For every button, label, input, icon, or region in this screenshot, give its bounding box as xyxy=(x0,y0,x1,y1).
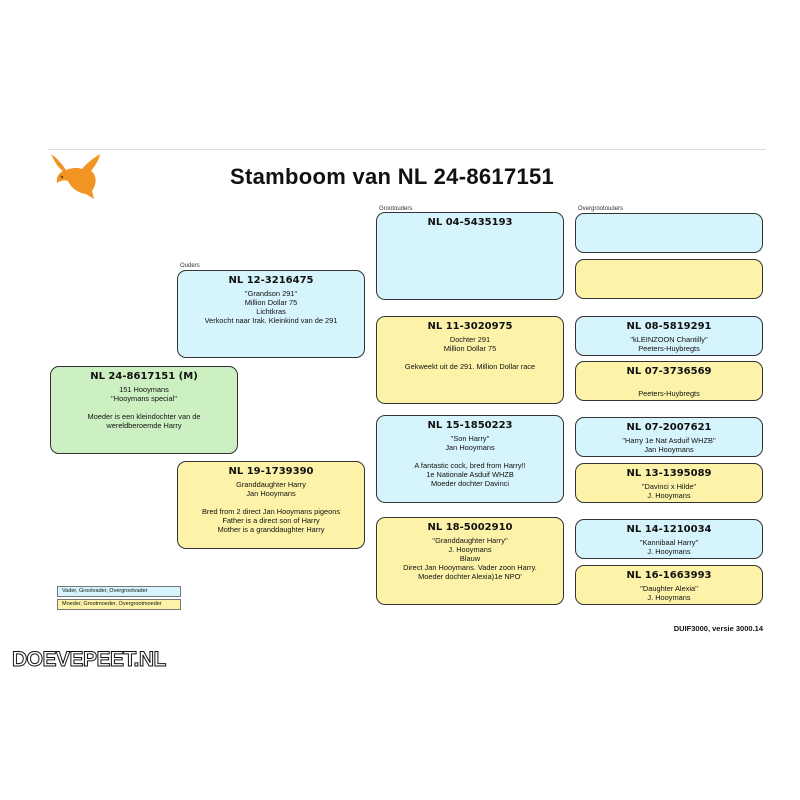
spacer xyxy=(377,353,563,362)
ring-number: NL 16-1663993 xyxy=(626,570,712,581)
card-details xyxy=(178,289,364,325)
detail-line: Million Dollar 75 xyxy=(443,344,497,353)
card-details xyxy=(377,434,563,488)
ring-number: NL 13-1395089 xyxy=(626,468,712,479)
card-details xyxy=(178,480,364,534)
detail-line: ''Hooymans special'' xyxy=(110,394,178,403)
card-details xyxy=(576,584,762,602)
card-details xyxy=(51,385,237,430)
ring-number: NL 24-8617151 (M) xyxy=(90,371,198,382)
detail-line: Jan Hooymans xyxy=(246,489,296,498)
great-grandparent-card-8[interactable] xyxy=(575,565,763,605)
detail-line: 151 Hooymans xyxy=(119,385,169,394)
card-details xyxy=(576,335,762,353)
great-grandparent-card-6[interactable] xyxy=(575,463,763,503)
card-details xyxy=(576,538,762,556)
spacer xyxy=(178,498,364,507)
detail-line: ''Granddaughter Harry'' xyxy=(432,536,508,545)
grandfather-paternal-card[interactable] xyxy=(376,212,564,300)
ring-number: NL 14-1210034 xyxy=(626,524,712,535)
detail-line: Verkocht naar Irak. Kleinkind van de 291 xyxy=(204,316,338,325)
detail-line: ''Harry 1e Nat Asduif WHZB'' xyxy=(622,436,716,445)
orange-dove-icon xyxy=(48,150,100,200)
detail-line: Gekweekt uit de 291. Million Dollar race xyxy=(404,362,536,371)
great-grandparent-card-1[interactable] xyxy=(575,213,763,253)
detail-line: J. Hooymans xyxy=(448,545,492,554)
detail-line: Peeters-Huybregts xyxy=(638,344,700,353)
grandfather-maternal-card[interactable] xyxy=(376,415,564,503)
header-divider xyxy=(48,149,766,150)
page-title: Stamboom van NL 24-8617151 xyxy=(230,164,555,189)
detail-line: J. Hooymans xyxy=(647,547,691,556)
section-label-grootouders: Grootouders xyxy=(379,206,413,212)
detail-line: Father is a direct son of Harry xyxy=(222,516,320,525)
ring-number: NL 19-1739390 xyxy=(228,466,314,477)
legend-male: Vader, Grootvader, Overgrootvader xyxy=(57,586,181,597)
grandmother-maternal-card[interactable] xyxy=(376,517,564,605)
card-details xyxy=(576,436,762,454)
card-details xyxy=(377,536,563,581)
detail-line: ''Grandson 291'' xyxy=(244,289,298,298)
ring-number: NL 07-3736569 xyxy=(626,366,712,377)
detail-line: ''Son Harry'' xyxy=(450,434,490,443)
ring-number: NL 15-1850223 xyxy=(427,420,513,431)
detail-line: Million Dollar 75 xyxy=(244,298,298,307)
section-label-ouders: Ouders xyxy=(180,263,200,269)
detail-line: Granddaughter Harry xyxy=(236,480,306,489)
detail-line: ''Kannibaal Harry'' xyxy=(639,538,699,547)
detail-line: Mother is a granddaughter Harry xyxy=(217,525,325,534)
detail-line: 1e Nationale Asduif WHZB xyxy=(426,470,514,479)
detail-line: Lichtkras xyxy=(256,307,286,316)
detail-line: J. Hooymans xyxy=(647,491,691,500)
detail-line: ''Davinci x Hilde'' xyxy=(641,482,697,491)
spacer xyxy=(51,403,237,412)
spacer xyxy=(576,380,762,389)
detail-line: Dochter 291 xyxy=(449,335,491,344)
detail-line: wereldberoemde Harry xyxy=(106,421,182,430)
watermark: DOEVEPEET.NL xyxy=(12,648,166,671)
ring-number: NL 08-5819291 xyxy=(626,321,712,332)
detail-line: Bred from 2 direct Jan Hooymans pigeons xyxy=(201,507,341,516)
detail-line: Jan Hooymans xyxy=(644,445,694,454)
great-grandparent-card-7[interactable] xyxy=(575,519,763,559)
mother-card[interactable] xyxy=(177,461,365,549)
detail-line: Direct Jan Hooymans. Vader zoon Harry. xyxy=(403,563,537,572)
great-grandparent-card-5[interactable] xyxy=(575,417,763,457)
legend-female: Moeder, Grootmoeder, Overgrootmoeder xyxy=(57,599,181,610)
detail-line: Jan Hooymans xyxy=(445,443,495,452)
detail-line: Moeder is een kleindochter van de xyxy=(87,412,201,421)
subject-pigeon-card[interactable] xyxy=(50,366,238,454)
father-card[interactable] xyxy=(177,270,365,358)
detail-line: Moeder dochter Davinci xyxy=(430,479,510,488)
software-version: DUIF3000, versie 3000.14 xyxy=(673,624,763,633)
ring-number: NL 11-3020975 xyxy=(427,321,513,332)
spacer xyxy=(377,452,563,461)
ring-number: NL 18-5002910 xyxy=(427,522,513,533)
grandmother-paternal-card[interactable] xyxy=(376,316,564,404)
section-label-overgrootouders: Overgrootouders xyxy=(578,206,624,212)
detail-line: J. Hooymans xyxy=(647,593,691,602)
card-details xyxy=(576,380,762,398)
great-grandparent-card-2[interactable] xyxy=(575,259,763,299)
card-details xyxy=(576,482,762,500)
ring-number: NL 04-5435193 xyxy=(427,217,513,228)
ring-number: NL 12-3216475 xyxy=(228,275,314,286)
detail-line: Moeder dochter Alexia)1e NPO' xyxy=(418,572,522,581)
detail-line: ''Daughter Alexia'' xyxy=(640,584,698,593)
ring-number: NL 07-2007621 xyxy=(626,422,712,433)
great-grandparent-card-3[interactable] xyxy=(575,316,763,356)
card-details xyxy=(377,335,563,371)
detail-line: Peeters-Huybregts xyxy=(638,389,700,398)
great-grandparent-card-4[interactable] xyxy=(575,361,763,401)
detail-line: A fantastic cock, bred from Harry!! xyxy=(414,461,526,470)
detail-line: Blauw xyxy=(459,554,481,563)
detail-line: ''kLEINZOON Chantilly'' xyxy=(630,335,708,344)
